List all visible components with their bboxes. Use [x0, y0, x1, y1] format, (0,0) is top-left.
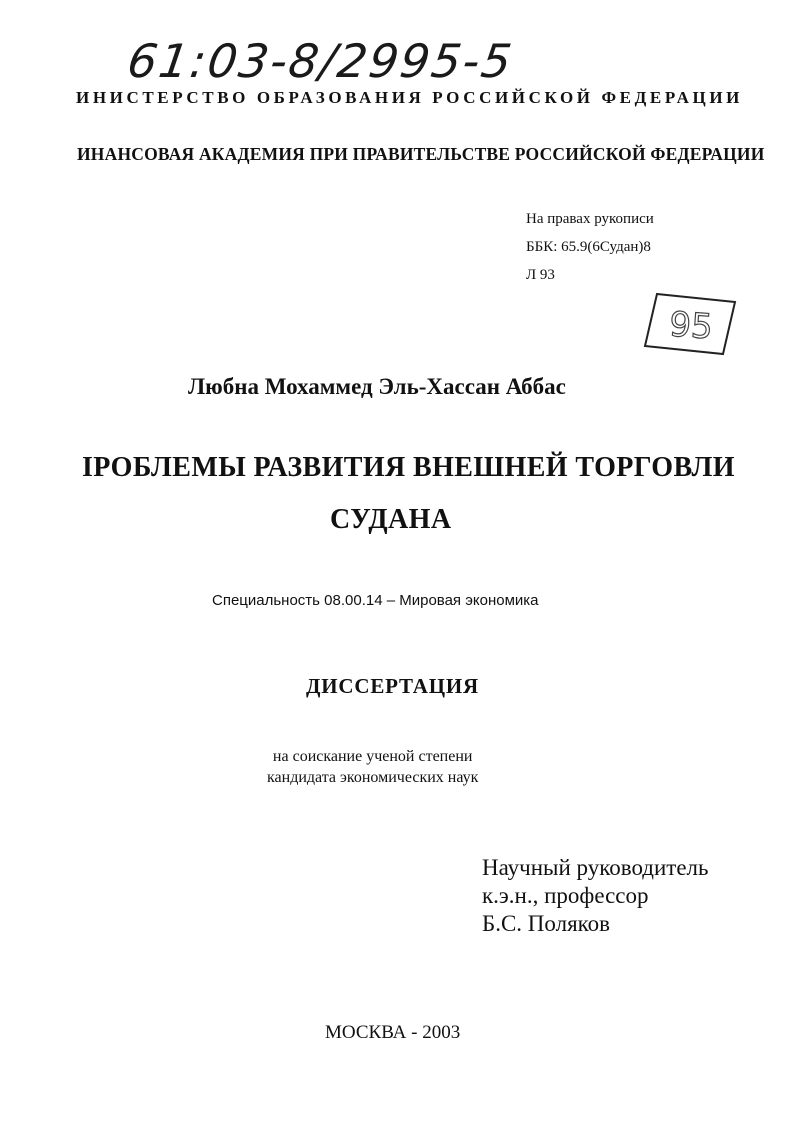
ministry-heading: ИНИСТЕРСТВО ОБРАЗОВАНИЯ РОССИЙСКОЙ ФЕДЕРАЦИИ [76, 88, 744, 107]
city-year: МОСКВА - 2003 [325, 1022, 461, 1043]
document-type: ДИССЕРТАЦИЯ [306, 674, 479, 698]
degree-line-2: кандидата экономических наук [267, 769, 479, 786]
supervisor-role: Научный руководитель [482, 855, 709, 880]
supervisor-credentials: к.э.н., профессор [482, 883, 649, 908]
degree-line-1: на соискание ученой степени [272, 748, 473, 765]
specialty-line: Специальность 08.00.14 – Мировая экономика [212, 592, 539, 609]
manuscript-rights-block [526, 205, 654, 289]
stamp-number: 95 [668, 304, 714, 348]
bbk-classification: ББК: 65.9(6Судан)8 [526, 239, 651, 255]
library-stamp [643, 290, 737, 356]
supervisor-block [482, 854, 709, 938]
thesis-title-line-1: ІРОБЛЕМЫ РАЗВИТИЯ ВНЕШНЕЙ ТОРГОВЛИ [82, 452, 735, 483]
author-name: Любна Мохаммед Эль-Хассан Аббас [188, 374, 566, 399]
thesis-title-line-2: СУДАНА [330, 504, 452, 535]
stamp-icon [643, 290, 737, 356]
degree-block [267, 746, 478, 788]
manuscript-rights-line: На правах рукописи [526, 211, 654, 227]
supervisor-name: Б.С. Поляков [482, 911, 611, 936]
library-code: Л 93 [526, 267, 555, 283]
academy-heading: ИНАНСОВАЯ АКАДЕМИЯ ПРИ ПРАВИТЕЛЬСТВЕ РОССИЙСКОЙ ФЕДЕРАЦИИ [77, 144, 765, 164]
handwritten-archive-number: 61:03-8/2995-5 [124, 34, 517, 88]
